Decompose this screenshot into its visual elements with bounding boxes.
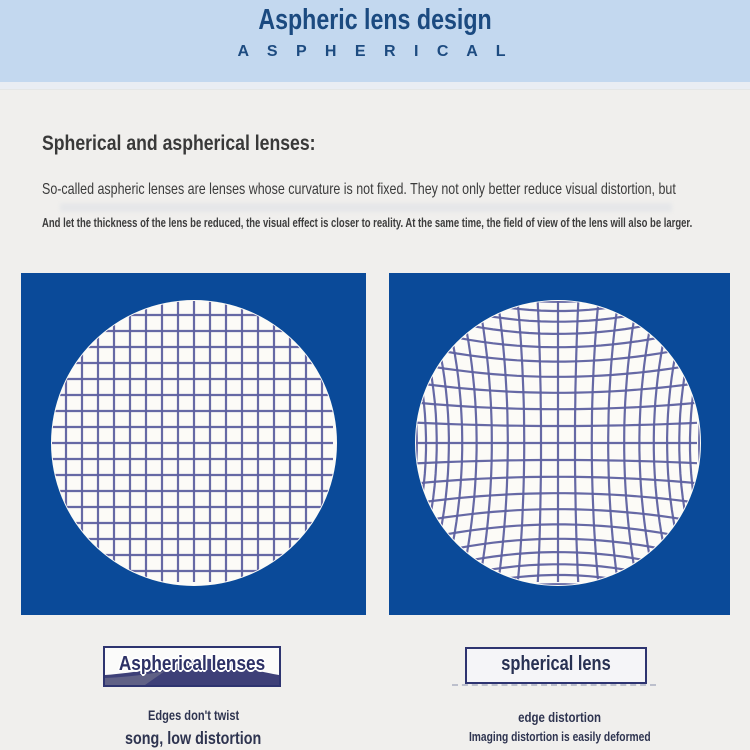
aspherical-caption-1: Edges don't twist [147, 708, 240, 723]
spherical-caption-1: edge distortion [518, 709, 601, 725]
aspherical-caption-2: song, low distortion [125, 728, 262, 748]
header-banner [0, 0, 750, 82]
page-subtitle: A S P H E R I C A L [237, 43, 513, 60]
section-heading: Spherical and aspherical lenses: [42, 132, 316, 155]
header-divider [0, 82, 750, 90]
aspherical-lens-panel [21, 273, 366, 615]
aspherical-label: Aspherical lenses [118, 653, 266, 675]
page-title: Aspheric lens design [258, 4, 492, 36]
spherical-lens-panel [389, 273, 730, 615]
intro-paragraph-1: So-called aspheric lenses are lenses whose curvature is not fixed. They not only better reduce visual distortion, but [42, 181, 676, 198]
dashed-underline-artifact [452, 680, 656, 686]
aspherical-grid-image [21, 273, 366, 615]
spherical-label-box [465, 647, 647, 684]
spherical-grid-image [389, 273, 730, 615]
spherical-caption-2: Imaging distortion is easily deformed [468, 730, 651, 744]
spherical-label: spherical lens [501, 653, 611, 675]
intro-paragraph-2: And let the thickness of the lens be reduced, the visual effect is closer to reality. At the same time, the field of view of the lens will also be larger. [42, 215, 693, 230]
aspherical-label-box [103, 646, 281, 687]
faded-text-artifact [60, 203, 672, 212]
